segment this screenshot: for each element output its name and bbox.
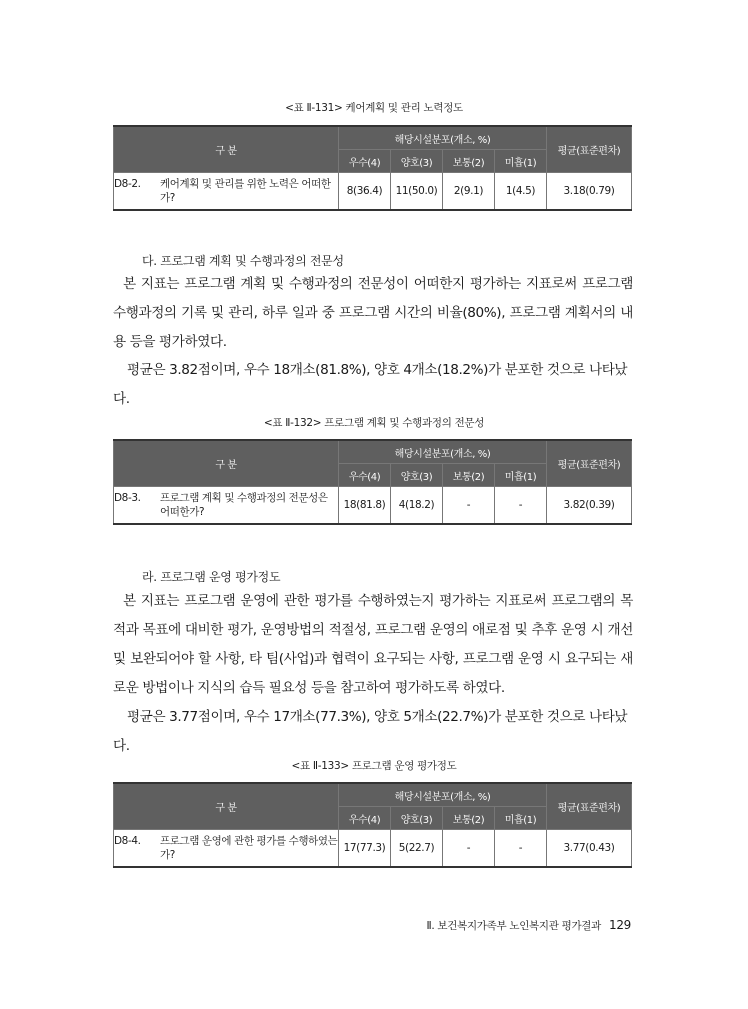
item-cell [114, 173, 339, 211]
table-row [114, 173, 632, 211]
grade-header: 미흡(1) [495, 464, 547, 487]
paragraph-text: 본 지표는 프로그램 운영에 관한 평가를 수행하였는지 평가하는 지표로써 프로그램의 목적과 목표에 대비한 평가, 운영방법의 적절성, 프로그램 운영의 애로점 및 추후 운영 시 개선 및 보완되어야 할 사항, 타 팀(사업)과 협력이 요구되는 사항, 프로그램 운영 시 요구되는 새로운 방법이나 지식의 습득 필요성 등을 참고하여 평가하도록 하였다. [113, 593, 633, 696]
summary-text: 평균은 3.82점이며, 우수 18개소(81.8%), 양호 4개소(18.2%)가 분포한 것으로 나타났다. [113, 362, 628, 407]
data-table [113, 439, 632, 525]
value-cell: 2(9.1) [443, 173, 495, 211]
section-heading: 라. 프로그램 운영 평가정도 [142, 570, 281, 584]
average-cell: 3.18(0.79) [547, 173, 632, 211]
section-heading: 다. 프로그램 계획 및 수행과정의 전문성 [142, 254, 344, 268]
item-text: 프로그램 계획 및 수행과정의 전문성은 어떠한가? [160, 492, 328, 518]
value-cell: 17(77.3) [339, 830, 391, 868]
grade-header: 양호(3) [391, 150, 443, 173]
paragraph-text: 본 지표는 프로그램 계획 및 수행과정의 전문성이 어떠한지 평가하는 지표로써 프로그램 수행과정의 기록 및 관리, 하루 일과 중 프로그램 시간의 비율(80%), 프로그램 계획서의 내용 등을 평가하였다. [113, 276, 633, 350]
table-row [114, 830, 632, 868]
group-header: 구 분 [114, 126, 339, 173]
distribution-header: 해당시설분포(개소, %) [339, 440, 547, 464]
table-row [114, 487, 632, 525]
grade-header: 우수(4) [339, 807, 391, 830]
data-table [113, 782, 632, 868]
value-cell: - [495, 830, 547, 868]
average-cell: 3.82(0.39) [547, 487, 632, 525]
grade-header: 우수(4) [339, 464, 391, 487]
body-paragraph [113, 587, 633, 703]
value-cell: - [443, 487, 495, 525]
grade-header: 보통(2) [443, 150, 495, 173]
value-cell: 1(4.5) [495, 173, 547, 211]
grade-header: 양호(3) [391, 807, 443, 830]
table-caption: <표 Ⅱ-133> 프로그램 운영 평가정도 [291, 760, 457, 772]
grade-header: 보통(2) [443, 464, 495, 487]
summary-text: 평균은 3.77점이며, 우수 17개소(77.3%), 양호 5개소(22.7%)가 분포한 것으로 나타났다. [113, 709, 628, 754]
grade-header: 우수(4) [339, 150, 391, 173]
body-paragraph [113, 270, 633, 357]
page-number: 129 [608, 918, 631, 932]
average-header: 평균(표준편차) [547, 126, 632, 173]
value-cell: - [443, 830, 495, 868]
item-text: 케어계획 및 관리를 위한 노력은 어떠한가? [160, 178, 331, 204]
value-cell: - [495, 487, 547, 525]
value-cell: 11(50.0) [391, 173, 443, 211]
item-text: 프로그램 운영에 관한 평가를 수행하였는가? [160, 835, 338, 861]
item-code: D8-4. [114, 835, 141, 847]
distribution-header: 해당시설분포(개소, %) [339, 783, 547, 807]
footer-text: Ⅱ. 보건복지가족부 노인복지관 평가결과 [426, 920, 601, 932]
data-table [113, 125, 632, 211]
grade-header: 양호(3) [391, 464, 443, 487]
average-cell: 3.77(0.43) [547, 830, 632, 868]
table-caption: <표 Ⅱ-131> 케어계획 및 관리 노력정도 [285, 102, 463, 114]
value-cell: 4(18.2) [391, 487, 443, 525]
page-footer [426, 918, 631, 933]
distribution-header: 해당시설분포(개소, %) [339, 126, 547, 150]
value-cell: 5(22.7) [391, 830, 443, 868]
table-caption: <표 Ⅱ-132> 프로그램 계획 및 수행과정의 전문성 [263, 417, 485, 429]
item-code: D8-2. [114, 178, 141, 190]
average-header: 평균(표준편차) [547, 440, 632, 487]
value-cell: 8(36.4) [339, 173, 391, 211]
group-header: 구 분 [114, 440, 339, 487]
value-cell: 18(81.8) [339, 487, 391, 525]
grade-header: 미흡(1) [495, 150, 547, 173]
group-header: 구 분 [114, 783, 339, 830]
item-code: D8-3. [114, 492, 141, 504]
average-header: 평균(표준편차) [547, 783, 632, 830]
grade-header: 보통(2) [443, 807, 495, 830]
grade-header: 미흡(1) [495, 807, 547, 830]
item-cell [114, 487, 339, 525]
item-cell [114, 830, 339, 868]
